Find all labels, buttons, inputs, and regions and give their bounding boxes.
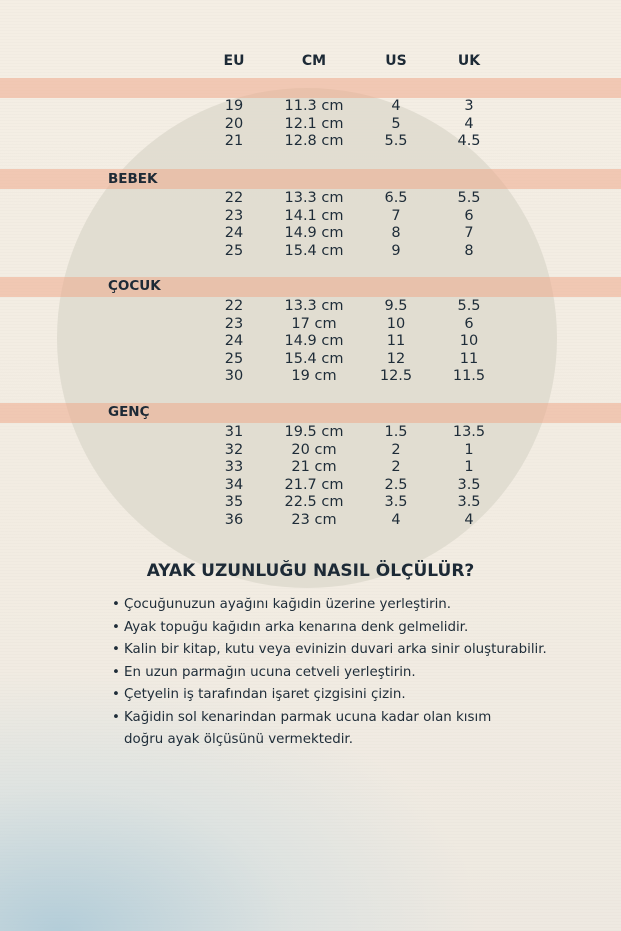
header-us: US [385,53,407,69]
cell-eu: 23 [224,315,244,332]
cell-eu: 23 [224,207,244,224]
cell-cm: 22.5 cm [284,494,344,510]
cell-cm: 21 cm [291,459,337,475]
cell-cm: 20 cm [291,441,337,458]
cell-us: 9.5 [384,298,408,314]
cell-uk: 3 [464,98,474,114]
cell-us: 9 [391,242,401,259]
cell-uk: 5.5 [457,298,481,314]
cell-eu: 20 [224,115,244,132]
cell-eu: 25 [224,350,244,367]
cell-uk: 3.5 [457,476,481,493]
bullet-icon: • [112,687,120,702]
cell-uk: 11 [459,350,479,367]
cell-uk: 6 [464,315,474,332]
cell-us: 12.5 [379,368,413,384]
table-row [0,511,621,531]
table-row [0,242,621,262]
list-item-text: Ayak topuğu kağıdın arka kenarına denk gelmelidir. [124,619,469,635]
cell-eu: 31 [224,424,244,440]
cell-us: 2.5 [384,476,408,493]
cell-cm: 15.4 cm [284,350,344,367]
table-row [0,132,621,152]
cell-cm: 13.3 cm [284,298,344,314]
instructions-list [112,594,602,752]
cell-uk: 10 [459,333,479,349]
cell-us: 10 [386,315,406,332]
section-title-cocuk [0,277,621,297]
list-item-text: Kağidin sol kenarindan parmak ucuna kadar olan kısım [124,709,492,725]
cell-us: 1.5 [384,424,408,440]
table-header [0,52,621,72]
instructions-title: AYAK UZUNLUĞU NASIL ÖLÇÜLÜR? [146,561,475,581]
table-row [0,367,621,387]
section-label: BEBEK [108,171,158,187]
cell-us: 7 [391,207,401,224]
header-uk: UK [457,53,481,69]
cell-cm: 14.9 cm [284,225,344,241]
cell-cm: 19.5 cm [284,424,344,440]
cell-uk: 1 [464,441,474,458]
header-cm: CM [301,53,327,69]
section-title-bebek [0,170,621,190]
bullet-icon: • [112,709,120,725]
cell-eu: 32 [224,441,244,458]
cell-uk: 3.5 [457,494,481,510]
list-item [112,617,602,640]
cell-us: 12 [386,350,406,367]
cell-us: 2 [391,459,401,475]
bullet-icon: • [112,642,120,657]
list-item-continuation [112,729,602,752]
cell-cm: 23 cm [291,511,337,528]
cell-eu: 34 [224,476,244,493]
cell-us: 2 [391,441,401,458]
section-label: GENÇ [108,404,150,420]
cell-cm: 15.4 cm [284,242,344,259]
cell-us: 5 [391,115,401,132]
cell-us: 4 [391,98,401,114]
cell-eu: 24 [224,225,244,241]
cell-eu: 30 [224,368,244,384]
cell-uk: 11.5 [452,368,486,384]
bullet-icon: • [112,619,120,635]
bullet-icon: • [112,597,120,612]
cell-cm: 12.1 cm [284,115,344,132]
list-item-text: Çetyelin iş tarafından işaret çizgisini çizin. [124,687,406,702]
cell-us: 11 [386,333,406,349]
cell-uk: 13.5 [452,424,486,440]
cell-us: 6.5 [384,190,408,206]
cell-us: 4 [391,511,401,528]
cell-eu: 35 [224,494,244,510]
cell-eu: 21 [224,133,244,149]
cell-eu: 22 [224,298,244,314]
cell-uk: 8 [464,242,474,259]
cell-uk: 4 [464,511,474,528]
cell-cm: 12.8 cm [284,133,344,149]
cell-eu: 22 [224,190,244,206]
header-eu: EU [223,53,245,69]
cell-uk: 6 [464,207,474,224]
cell-eu: 33 [224,459,244,475]
cell-eu: 36 [224,511,244,528]
list-item [112,684,602,707]
cell-eu: 24 [224,333,244,349]
cell-cm: 14.1 cm [284,207,344,224]
list-item-text: Çocuğunuzun ayağını kağıdin üzerine yerleştirin. [124,597,452,612]
list-item [112,594,602,617]
list-item [112,639,602,662]
cell-us: 5.5 [384,133,408,149]
cell-cm: 13.3 cm [284,190,344,206]
bullet-icon: • [112,664,120,680]
cell-us: 3.5 [384,494,408,510]
cell-cm: 21.7 cm [284,476,344,493]
cell-cm: 11.3 cm [284,98,344,114]
list-item [112,662,602,685]
cell-eu: 19 [224,98,244,114]
cell-cm: 17 cm [291,315,337,332]
cell-uk: 4.5 [457,133,481,149]
list-item [112,707,602,730]
divider-band-header [0,78,621,98]
cell-eu: 25 [224,242,244,259]
cell-uk: 7 [464,225,474,241]
cell-cm: 14.9 cm [284,333,344,349]
section-label: ÇOCUK [108,278,161,294]
cell-cm: 19 cm [291,368,337,384]
cell-uk: 5.5 [457,190,481,206]
cell-uk: 1 [464,459,474,475]
list-item-text: Kalin bir kitap, kutu veya evinizin duvari arka sinir oluşturabilir. [124,642,547,657]
cell-uk: 4 [464,115,474,132]
cell-us: 8 [391,225,401,241]
list-item-text: doğru ayak ölçüsünü vermektedir. [124,732,353,747]
list-item-text: En uzun parmağın ucuna cetveli yerleştirin. [124,664,416,680]
section-title-genc [0,403,621,423]
